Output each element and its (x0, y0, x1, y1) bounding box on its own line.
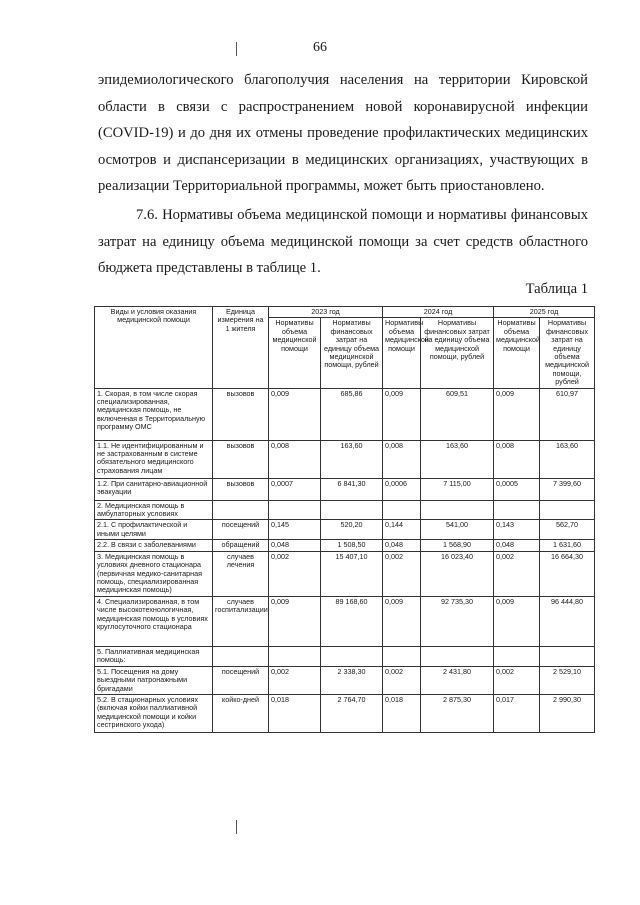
volume-2023: 0,145 (269, 520, 321, 540)
volume-2024: 0,002 (383, 666, 421, 694)
finance-2024: 16 023,40 (421, 551, 494, 596)
finance-2023 (321, 500, 383, 520)
finance-2024 (421, 500, 494, 520)
header-volume-2024: Нормативы объема медицинской помощи (383, 318, 421, 388)
volume-2024: 0,048 (383, 540, 421, 551)
table-row (95, 500, 595, 520)
table-body (95, 388, 595, 732)
paragraph-norms: 7.6. Нормативы объема медицинской помощи и нормативы финансовых затрат на единицу объема медицинской помощи за счет средств областного бюджета представлены в таблице 1. (98, 207, 588, 276)
volume-2025: 0,009 (494, 596, 540, 646)
header-finance-2024: Нормативы финансовых затрат на единицу объема медицинской помощи, рублей (421, 318, 494, 388)
row-unit: вызовов (213, 478, 269, 500)
volume-2024 (383, 500, 421, 520)
header-finance-2025: Нормативы финансовых затрат на единицу объема медицинской помощи, рублей (540, 318, 595, 388)
row-name: 2.2. В связи с заболеваниями (95, 540, 213, 551)
finance-2024: 7 115,00 (421, 478, 494, 500)
row-unit: вызовов (213, 388, 269, 440)
row-unit: обращений (213, 540, 269, 551)
volume-2023: 0,009 (269, 388, 321, 440)
volume-2025: 0,002 (494, 666, 540, 694)
finance-2024: 2 875,30 (421, 694, 494, 732)
finance-2025: 2 529,10 (540, 666, 595, 694)
row-name: 5.1. Посещения на дому выездными патронажными бригадами (95, 666, 213, 694)
finance-2025: 610,97 (540, 388, 595, 440)
table-row (95, 388, 595, 440)
table-row (95, 478, 595, 500)
volume-2023: 0,048 (269, 540, 321, 551)
volume-2025: 0,143 (494, 520, 540, 540)
binding-mark-bottom (236, 820, 237, 834)
header-unit: Единица измерения на 1 жителя (213, 307, 269, 389)
finance-2025: 163,60 (540, 440, 595, 478)
volume-2023: 0,002 (269, 551, 321, 596)
finance-2024: 2 431,80 (421, 666, 494, 694)
row-name: 1. Скорая, в том числе скорая специализированная, медицинская помощь, не включенная в Территориальную программу ОМС (95, 388, 213, 440)
row-unit: случаев госпитализации (213, 596, 269, 646)
finance-2025: 2 990,30 (540, 694, 595, 732)
volume-2024: 0,008 (383, 440, 421, 478)
finance-2024: 609,51 (421, 388, 494, 440)
row-unit: посещений (213, 666, 269, 694)
volume-2023: 0,0007 (269, 478, 321, 500)
header-year-2023: 2023 год (269, 307, 383, 318)
row-name: 1.2. При санитарно-авиационной эвакуации (95, 478, 213, 500)
volume-2025: 0,017 (494, 694, 540, 732)
finance-2023: 89 168,60 (321, 596, 383, 646)
volume-2024: 0,0006 (383, 478, 421, 500)
finance-2023: 163,60 (321, 440, 383, 478)
volume-2023: 0,008 (269, 440, 321, 478)
volume-2024: 0,009 (383, 596, 421, 646)
volume-2023: 0,018 (269, 694, 321, 732)
volume-2025: 0,008 (494, 440, 540, 478)
table-row (95, 596, 595, 646)
volume-2024: 0,144 (383, 520, 421, 540)
row-unit: вызовов (213, 440, 269, 478)
row-name: 5. Паллиативная медицинская помощь: (95, 646, 213, 666)
header-volume-2023: Нормативы объема медицинской помощи (269, 318, 321, 388)
finance-2023: 15 407,10 (321, 551, 383, 596)
row-name: 1.1. Не идентифицированным и не застрахованным в системе обязательного медицинского страхования лицам (95, 440, 213, 478)
volume-2025 (494, 646, 540, 666)
finance-2025: 7 399,60 (540, 478, 595, 500)
row-name: 2. Медицинская помощь в амбулаторных условиях (95, 500, 213, 520)
norms-table (94, 306, 595, 733)
header-care-type: Виды и условия оказания медицинской помощи (95, 307, 213, 389)
table-row (95, 540, 595, 551)
volume-2024: 0,018 (383, 694, 421, 732)
row-name: 3. Медицинская помощь в условиях дневного стационара (первичная медико-санитарная помощь, специализированная медицинская помощь) (95, 551, 213, 596)
finance-2023: 2 338,30 (321, 666, 383, 694)
finance-2023 (321, 646, 383, 666)
finance-2025 (540, 646, 595, 666)
header-finance-2023: Нормативы финансовых затрат на единицу объема медицинской помощи, рублей (321, 318, 383, 388)
volume-2025: 0,048 (494, 540, 540, 551)
row-unit: койко-дней (213, 694, 269, 732)
table-row (95, 694, 595, 732)
row-unit: случаев лечения (213, 551, 269, 596)
volume-2023 (269, 646, 321, 666)
finance-2025 (540, 500, 595, 520)
row-unit (213, 500, 269, 520)
header-year-2025: 2025 год (494, 307, 595, 318)
finance-2025: 96 444,80 (540, 596, 595, 646)
row-unit: посещений (213, 520, 269, 540)
finance-2024: 1 568,90 (421, 540, 494, 551)
page-number: 66 (313, 40, 327, 55)
volume-2024 (383, 646, 421, 666)
volume-2025: 0,009 (494, 388, 540, 440)
finance-2025: 562,70 (540, 520, 595, 540)
volume-2025: 0,0005 (494, 478, 540, 500)
finance-2023: 685,86 (321, 388, 383, 440)
table-row (95, 520, 595, 540)
volume-2024: 0,002 (383, 551, 421, 596)
finance-2025: 16 664,30 (540, 551, 595, 596)
finance-2023: 6 841,30 (321, 478, 383, 500)
volume-2025: 0,002 (494, 551, 540, 596)
row-name: 5.2. В стационарных условиях (включая койки паллиативной медицинской помощи и койки сестринского ухода) (95, 694, 213, 732)
finance-2023: 1 508,50 (321, 540, 383, 551)
finance-2024: 541,00 (421, 520, 494, 540)
table-row (95, 666, 595, 694)
paragraph-covid: эпидемиологического благополучия населения на территории Кировской области в связи с распространением новой коронавирусной инфекции (COVID-19) и до дня их отмены проведение профилактических медицинских осмотров и диспансеризации в медицинских организациях, участвующих в реализации Территориальной программы, может быть приостановлено. (98, 72, 588, 194)
finance-2024: 92 735,30 (421, 596, 494, 646)
volume-2023: 0,009 (269, 596, 321, 646)
finance-2024: 163,60 (421, 440, 494, 478)
finance-2025: 1 631,60 (540, 540, 595, 551)
header-volume-2025: Нормативы объема медицинской помощи (494, 318, 540, 388)
volume-2024: 0,009 (383, 388, 421, 440)
row-name: 4. Специализированная, в том числе высокотехнологичная, медицинская помощь в условиях круглосуточного стационара (95, 596, 213, 646)
header-year-2024: 2024 год (383, 307, 494, 318)
table-row (95, 646, 595, 666)
volume-2023 (269, 500, 321, 520)
table-row (95, 551, 595, 596)
table-row (95, 440, 595, 478)
table-caption: Таблица 1 (525, 281, 588, 297)
volume-2023: 0,002 (269, 666, 321, 694)
finance-2023: 520,20 (321, 520, 383, 540)
row-unit (213, 646, 269, 666)
row-name: 2.1. С профилактической и иными целями (95, 520, 213, 540)
finance-2024 (421, 646, 494, 666)
finance-2023: 2 764,70 (321, 694, 383, 732)
volume-2025 (494, 500, 540, 520)
